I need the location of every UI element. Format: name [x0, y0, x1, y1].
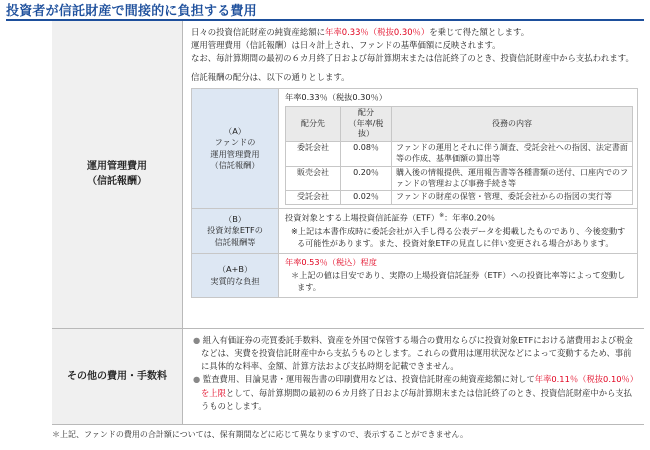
allocation-cell: 0.02％: [341, 191, 392, 205]
management-fee-row: [52, 21, 644, 328]
footnote: ＊上記、ファンドの費用の合計額については、保有期間などに応じて異なりますので、表示することができません。: [52, 430, 468, 439]
other-fees-bullet: ● 監査費用、目論見書・運用報告書の印刷費用などは、投資信託財産の純資産総額に対して年率0.11％（税抜0.10％）を上限として、毎計算期間の最初の６カ月終了日および毎計算期末または信託終了のとき、投資信託財産中から支払うものとします。: [193, 374, 634, 411]
section-a-rate: 年率0.33％（税抜0.30％）: [285, 92, 387, 103]
distribution-row: [286, 166, 633, 191]
effective-fee-text: 年率0.53％（税込）程度: [285, 256, 377, 267]
fee-rate-text: 日々の投資信託財産の純資産総額に年率0.33％（税抜0.30％）を乗じて得た額とします。: [191, 27, 530, 37]
header-allocation: 配分 （年率/税抜）: [341, 106, 392, 141]
header-service: 役務の内容: [392, 106, 633, 141]
service-cell: 購入後の情報提供、運用報告書等各種書類の送付、口座内でのファンドの管理および事務手続き等: [392, 166, 633, 191]
fee-payment-text: なお、毎計算期間の最初の６カ月終了日および毎計算期末または信託終了のとき、投資信託財産中から支払われます。: [191, 53, 634, 64]
section-b-label: （B） 投資対象ETFの 信託報酬等: [192, 209, 279, 254]
section-ab-content: [279, 253, 638, 297]
other-fees-label: その他の費用・手数料: [52, 328, 183, 425]
recipient-cell: 受託会社: [286, 191, 341, 205]
distribution-header: [286, 106, 633, 141]
distribution-row: [286, 191, 633, 205]
service-cell: ファンドの運用とそれに伴う調査、受託会社への指図、法定書面等の作成、基準価額の算出等: [392, 142, 633, 167]
section-a-row: [192, 89, 638, 209]
service-cell: ファンドの財産の保管・管理、委託会社からの指図の実行等: [392, 191, 633, 205]
other-fees-content: [183, 328, 645, 425]
management-fee-content: [183, 21, 645, 328]
allocation-cell: 0.20％: [341, 166, 392, 191]
other-fees-bullet: ● 組入有価証券の売買委託手数料、資産を外国で保管する場合の費用ならびに投資対象ETFにおける諸費用および税金などは、実費を投資信託財産中から支払うものとします。これらの費用は運用状況などによって変動するため、事前に具体的な料率、金額、計算方法および支払時期を記載できません。: [193, 334, 633, 372]
allocation-table: [191, 88, 638, 298]
fee-accrual-text: 運用管理費用（信託報酬）は日々計上され、ファンドの基準価額に反映されます。: [191, 40, 501, 51]
etf-fee-note: ※上記は本書作成時に委託会社が入手し得る公表データを掲載したものであり、今後変動する可能性があります。また、投資対象ETFの見直しに伴い変更される場合があります。: [291, 225, 626, 249]
section-a-label: （A） ファンドの 運用管理費用 （信託報酬）: [192, 89, 279, 209]
management-fee-label: 運用管理費用 （信託報酬）: [52, 21, 183, 328]
header-recipient: 配分先: [286, 106, 341, 141]
fee-allocation-intro: 信託報酬の配分は、以下の通りとします。: [191, 72, 350, 83]
allocation-cell: 0.08％: [341, 142, 392, 167]
section-a-content: [279, 89, 638, 209]
section-ab-label: （A+B） 実質的な負担: [192, 253, 279, 297]
recipient-cell: 販売会社: [286, 166, 341, 191]
fee-table: [52, 21, 644, 425]
section-b-row: [192, 209, 638, 254]
etf-fee-text: 投資対象とする上場投資信託証券（ETF）※：年率0.20％: [285, 212, 496, 223]
distribution-row: [286, 142, 633, 167]
recipient-cell: 委託会社: [286, 142, 341, 167]
section-title: 投資者が信託財産で間接的に負担する費用: [6, 4, 257, 19]
section-b-content: [279, 209, 638, 254]
effective-fee-note: ＊上記の値は目安であり、実際の上場投資信託証券（ETF）への投資比率等によって変動します。: [291, 269, 626, 293]
distribution-table: [285, 106, 633, 205]
other-fees-row: [52, 328, 644, 425]
section-ab-row: [192, 253, 638, 297]
